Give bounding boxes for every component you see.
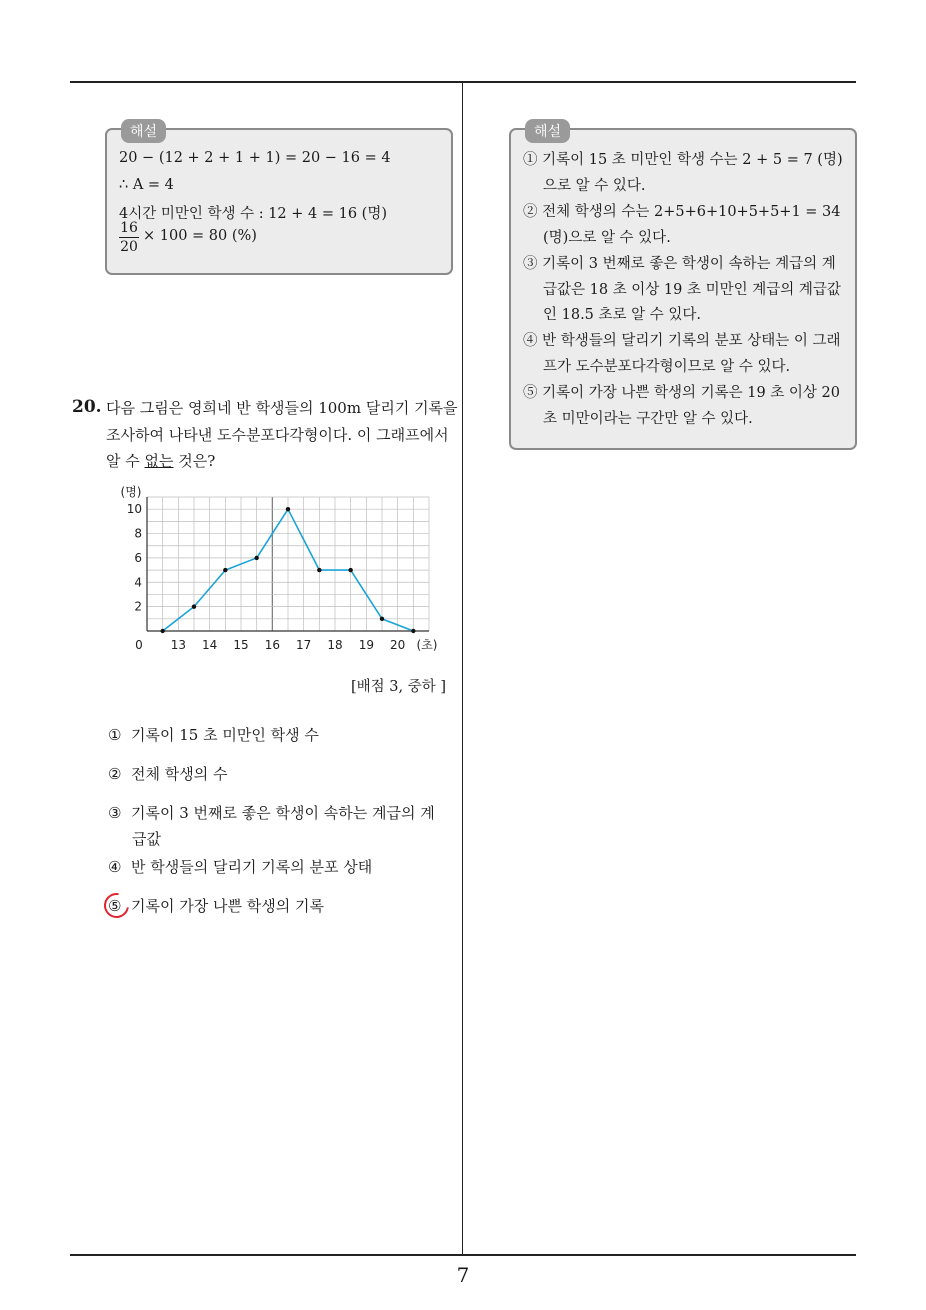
choice-text: 반 학생들의 달리기 기록의 분포 상태	[131, 858, 373, 876]
data-point	[411, 629, 415, 633]
choice-mark: ④	[108, 858, 122, 876]
y-tick-label: 4	[134, 575, 142, 590]
x-tick-label: 14	[202, 638, 218, 652]
column-divider	[462, 83, 463, 1254]
frequency-polygon-chart	[100, 483, 450, 658]
solution-item: ④ 반 학생들의 달리기 기록의 분포 상태는 이 그래프가 도수분포다각형이므로 알 수 있다.	[523, 333, 841, 375]
y-tick-label: 6	[134, 550, 142, 565]
choice-mark: ①	[108, 726, 122, 744]
choice-3[interactable]	[108, 800, 448, 852]
choice-4[interactable]	[108, 854, 448, 880]
x-tick-label: 19	[358, 638, 374, 652]
choice-2[interactable]	[108, 761, 448, 787]
choice-text: 기록이 가장 나쁜 학생의 기록	[131, 897, 324, 915]
solution-line: 4시간 미만인 학생 수 : 12 + 4 = 16 (명)	[119, 206, 388, 222]
solution-item: ⑤ 기록이 가장 나쁜 학생의 기록은 19 초 이상 20 초 미만이라는 구간만 알 수 있다.	[523, 385, 840, 427]
choice-text: 기록이 15 초 미만인 학생 수	[131, 726, 319, 744]
solution-item: ② 전체 학생의 수는 2+5+6+10+5+5+1 = 34 (명)으로 알 수 있다.	[523, 204, 841, 246]
solution-tag: 해설	[121, 119, 166, 143]
question-underlined-word: 없는	[144, 452, 174, 470]
question-number: 20.	[72, 397, 102, 417]
fraction-numerator: 16	[120, 220, 138, 236]
solution-line: 20 − (12 + 2 + 1 + 1) = 20 − 16 = 4	[119, 150, 391, 166]
fraction-denominator: 20	[120, 239, 138, 255]
choice-1[interactable]	[108, 722, 448, 748]
solution-item: ① 기록이 15 초 미만인 학생 수는 2 + 5 = 7 (명)으로 알 수 있다.	[523, 152, 843, 194]
choice-text: 기록이 3 번째로 좋은 학생이 속하는 계급의 계급값	[131, 804, 435, 848]
origin-label: 0	[135, 638, 143, 652]
left-solution-box	[105, 124, 453, 275]
x-axis-label: (초)	[416, 638, 438, 652]
choice-5[interactable]	[108, 893, 448, 919]
data-point	[160, 629, 164, 633]
x-tick-label: 17	[296, 638, 312, 652]
solution-tag: 해설	[525, 119, 570, 143]
fraction	[119, 219, 139, 256]
choice-mark: ⑤	[108, 897, 122, 915]
data-point	[254, 556, 258, 560]
choice-mark: ③	[108, 804, 122, 822]
x-tick-label: 20	[390, 638, 406, 652]
y-tick-label: 2	[134, 599, 142, 614]
y-tick-label: 10	[126, 502, 142, 517]
choice-text: 전체 학생의 수	[131, 765, 228, 783]
data-point	[317, 568, 321, 572]
question-meta: [배점 3, 중하 ]	[351, 679, 447, 695]
x-tick-label: 18	[327, 638, 343, 652]
page-number: 7	[456, 1263, 470, 1287]
solution-item: ③ 기록이 3 번째로 좋은 학생이 속하는 계급의 계급값은 18 초 이상 19 초 미만인 계급의 계급값인 18.5 초로 알 수 있다.	[523, 256, 841, 323]
y-tick-label: 8	[134, 526, 142, 541]
data-point	[348, 568, 352, 572]
choice-mark: ②	[108, 765, 122, 783]
y-axis-label: (명)	[120, 485, 142, 499]
x-tick-label: 16	[264, 638, 280, 652]
bottom-rule	[70, 1254, 856, 1256]
right-solution-box	[509, 124, 857, 450]
x-tick-label: 13	[170, 638, 186, 652]
question-text-part: 것은?	[173, 452, 216, 470]
solution-line: × 100 = 80 (%)	[143, 228, 257, 244]
solution-line: ∴ A = 4	[119, 177, 174, 193]
data-point	[223, 568, 227, 572]
data-point	[286, 507, 290, 511]
top-rule	[70, 81, 856, 83]
question-text-part: 다음 그림은 영희네 반 학생들의 100m 달리기 기록을 조사하여 나타낸 도수분포다각형이다. 이 그래프에서 알 수	[106, 399, 458, 470]
question-text	[106, 395, 462, 475]
x-tick-label: 15	[233, 638, 249, 652]
data-point	[380, 617, 384, 621]
data-point	[192, 604, 196, 608]
